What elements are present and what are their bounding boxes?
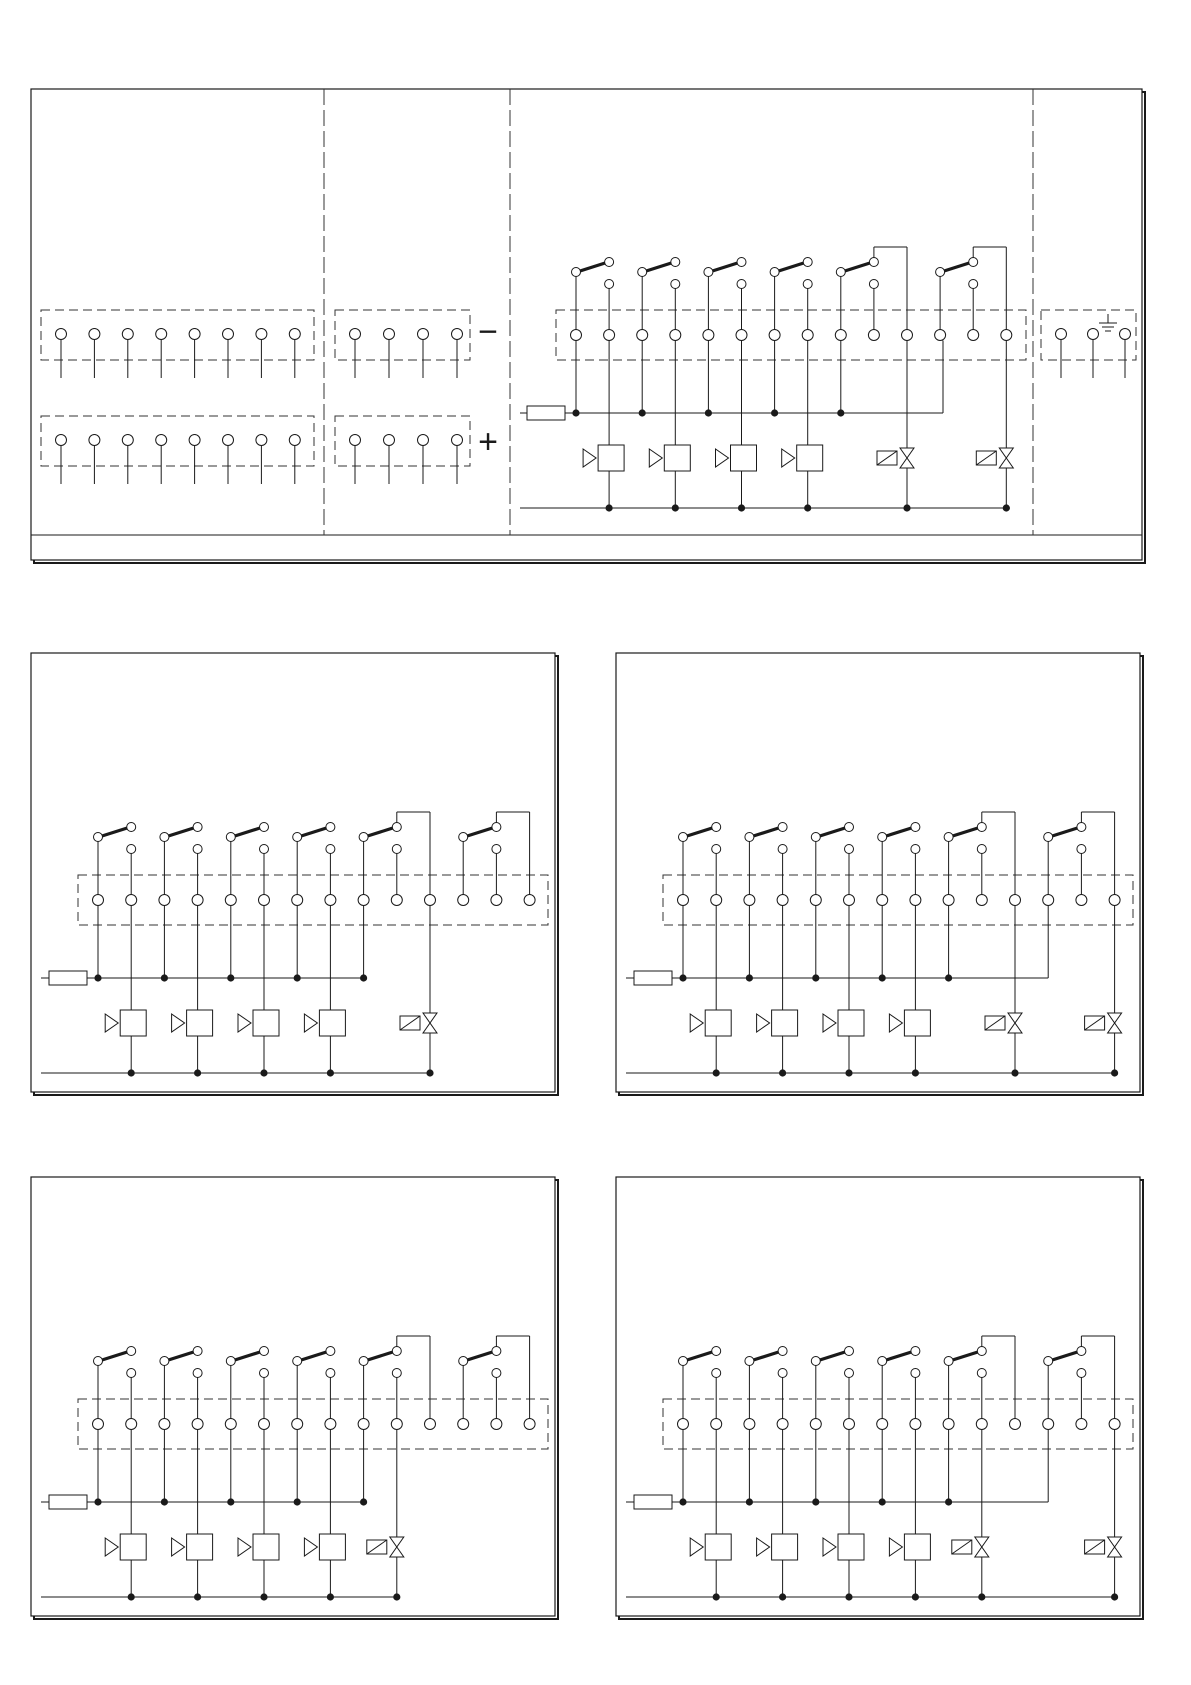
terminal <box>418 329 429 340</box>
terminal <box>1109 895 1120 906</box>
switch-contact-rest <box>977 845 986 854</box>
switch-contact <box>671 258 680 267</box>
switch-pivot <box>226 1357 235 1366</box>
terminal <box>126 1419 137 1430</box>
terminal <box>902 330 913 341</box>
switch-contact-rest <box>712 1369 721 1378</box>
terminal <box>223 329 234 340</box>
switch-contact-rest <box>326 1369 335 1378</box>
switch-contact-rest <box>845 1369 854 1378</box>
switch-contact-rest <box>193 1369 202 1378</box>
junction-dot <box>812 974 819 981</box>
switch-contact <box>803 258 812 267</box>
relay-coil <box>253 1010 279 1036</box>
switch-contact <box>492 823 501 832</box>
switch-pivot <box>704 268 713 277</box>
terminal <box>976 1419 987 1430</box>
relay-coil <box>838 1010 864 1036</box>
terminal <box>89 435 100 446</box>
terminal <box>976 895 987 906</box>
switch-contact <box>1077 823 1086 832</box>
terminal <box>225 1419 236 1430</box>
terminal <box>777 1419 788 1430</box>
terminal <box>868 330 879 341</box>
switch-pivot <box>745 833 754 842</box>
relay-coil <box>187 1010 213 1036</box>
switch-contact <box>778 823 787 832</box>
terminal <box>810 895 821 906</box>
switch-pivot <box>293 1357 302 1366</box>
terminal <box>744 1419 755 1430</box>
junction-dot <box>94 1498 101 1505</box>
switch-pivot <box>878 1357 887 1366</box>
terminal <box>1043 1419 1054 1430</box>
fuse <box>634 971 672 985</box>
switch-pivot <box>459 833 468 842</box>
switch-contact <box>778 1347 787 1356</box>
junction-dot <box>94 974 101 981</box>
terminal <box>256 329 267 340</box>
terminal <box>491 895 502 906</box>
terminal <box>910 1419 921 1430</box>
terminal <box>769 330 780 341</box>
circuit-panel-4 <box>616 1177 1143 1619</box>
terminal <box>491 1419 502 1430</box>
switch-contact <box>1077 1347 1086 1356</box>
terminal <box>711 895 722 906</box>
switch-contact <box>737 258 746 267</box>
switch-contact <box>911 1347 920 1356</box>
switch-contact-rest <box>977 1369 986 1378</box>
junction-dot <box>679 1498 686 1505</box>
terminal <box>122 435 133 446</box>
terminal <box>159 895 170 906</box>
terminal <box>810 1419 821 1430</box>
switch-contact-rest <box>127 845 136 854</box>
terminal <box>358 895 369 906</box>
terminal <box>604 330 615 341</box>
terminal <box>358 1419 369 1430</box>
terminal <box>418 435 429 446</box>
switch-pivot <box>293 833 302 842</box>
switch-contact <box>392 823 401 832</box>
switch-contact <box>869 258 878 267</box>
switch-pivot <box>770 268 779 277</box>
switch-contact <box>712 1347 721 1356</box>
switch-contact-rest <box>326 845 335 854</box>
terminal <box>259 1419 270 1430</box>
terminal <box>93 1419 104 1430</box>
switch-contact-rest <box>803 280 812 289</box>
terminal <box>711 1419 722 1430</box>
terminal <box>736 330 747 341</box>
terminal <box>844 895 855 906</box>
switch-contact-rest <box>260 845 269 854</box>
switch-contact-rest <box>392 1369 401 1378</box>
switch-contact-rest <box>1077 1369 1086 1378</box>
switch-contact <box>193 823 202 832</box>
top-panel <box>31 89 1145 563</box>
switch-contact <box>492 1347 501 1356</box>
top-panel-frame <box>31 89 1142 560</box>
terminal <box>192 895 203 906</box>
junction-dot <box>360 974 367 981</box>
switch-contact-rest <box>778 845 787 854</box>
terminal <box>89 329 100 340</box>
terminal <box>350 435 361 446</box>
junction-dot <box>679 974 686 981</box>
relay-coil <box>772 1010 798 1036</box>
junction-dot <box>945 974 952 981</box>
relay-coil <box>253 1534 279 1560</box>
terminal <box>192 1419 203 1430</box>
junction-dot <box>746 1498 753 1505</box>
terminal <box>452 329 463 340</box>
relay-coil <box>120 1010 146 1036</box>
junction-dot <box>812 1498 819 1505</box>
terminal <box>703 330 714 341</box>
switch-contact-rest <box>671 280 680 289</box>
terminal <box>1120 329 1131 340</box>
terminal <box>637 330 648 341</box>
junction-dot <box>294 974 301 981</box>
switch-pivot <box>94 1357 103 1366</box>
terminal <box>289 329 300 340</box>
terminal <box>943 895 954 906</box>
terminal <box>835 330 846 341</box>
terminal <box>1010 1419 1021 1430</box>
switch-pivot <box>745 1357 754 1366</box>
junction-dot <box>360 1498 367 1505</box>
terminal <box>225 895 236 906</box>
relay-coil <box>598 445 624 471</box>
terminal <box>458 895 469 906</box>
switch-pivot <box>638 268 647 277</box>
switch-contact-rest <box>605 280 614 289</box>
switch-pivot <box>811 833 820 842</box>
junction-dot <box>572 409 579 416</box>
junction-dot <box>945 1498 952 1505</box>
relay-coil <box>838 1534 864 1560</box>
switch-contact-rest <box>392 845 401 854</box>
switch-contact-rest <box>492 1369 501 1378</box>
junction-dot <box>639 409 646 416</box>
switch-contact <box>845 823 854 832</box>
switch-contact-rest <box>712 845 721 854</box>
switch-pivot <box>679 1357 688 1366</box>
terminal <box>350 329 361 340</box>
junction-dot <box>294 1498 301 1505</box>
terminal <box>256 435 267 446</box>
terminal <box>189 329 200 340</box>
terminal <box>1109 1419 1120 1430</box>
terminal <box>289 435 300 446</box>
switch-contact-rest <box>127 1369 136 1378</box>
switch-contact <box>969 258 978 267</box>
junction-dot <box>879 974 886 981</box>
relay-coil <box>797 445 823 471</box>
terminal <box>156 329 167 340</box>
terminal <box>384 329 395 340</box>
terminal <box>93 895 104 906</box>
terminal <box>126 895 137 906</box>
terminal <box>877 1419 888 1430</box>
relay-coil <box>772 1534 798 1560</box>
switch-contact-rest <box>1077 845 1086 854</box>
terminal <box>452 435 463 446</box>
relay-coil <box>904 1010 930 1036</box>
switch-contact <box>326 1347 335 1356</box>
terminal <box>425 1419 436 1430</box>
switch-contact <box>845 1347 854 1356</box>
switch-pivot <box>944 1357 953 1366</box>
switch-contact <box>712 823 721 832</box>
switch-pivot <box>944 833 953 842</box>
terminal <box>571 330 582 341</box>
switch-contact-rest <box>193 845 202 854</box>
switch-pivot <box>572 268 581 277</box>
circuit-panel-1 <box>31 653 558 1095</box>
terminal <box>1010 895 1021 906</box>
switch-pivot <box>679 833 688 842</box>
relay-coil <box>705 1010 731 1036</box>
fuse <box>527 406 565 420</box>
junction-dot <box>879 1498 886 1505</box>
switch-contact-rest <box>492 845 501 854</box>
terminal <box>425 895 436 906</box>
relay-coil <box>319 1534 345 1560</box>
switch-contact <box>127 823 136 832</box>
switch-contact-rest <box>869 280 878 289</box>
switch-pivot <box>936 268 945 277</box>
junction-dot <box>161 974 168 981</box>
terminal <box>159 1419 170 1430</box>
switch-contact <box>911 823 920 832</box>
terminal <box>223 435 234 446</box>
switch-pivot <box>836 268 845 277</box>
terminal <box>325 895 336 906</box>
terminal <box>524 1419 535 1430</box>
junction-dot <box>837 409 844 416</box>
terminal <box>1043 895 1054 906</box>
terminal <box>968 330 979 341</box>
fuse <box>49 1495 87 1509</box>
switch-contact-rest <box>778 1369 787 1378</box>
switch-pivot <box>359 1357 368 1366</box>
terminal <box>458 1419 469 1430</box>
switch-pivot <box>811 1357 820 1366</box>
switch-contact <box>260 823 269 832</box>
relay-coil <box>705 1534 731 1560</box>
switch-contact-rest <box>845 845 854 854</box>
terminal <box>670 330 681 341</box>
junction-dot <box>227 1498 234 1505</box>
switch-contact <box>392 1347 401 1356</box>
terminal <box>259 895 270 906</box>
terminal <box>384 435 395 446</box>
terminal <box>802 330 813 341</box>
terminal <box>524 895 535 906</box>
terminal <box>877 895 888 906</box>
switch-contact-rest <box>969 280 978 289</box>
switch-pivot <box>160 833 169 842</box>
relay-coil <box>664 445 690 471</box>
switch-contact <box>326 823 335 832</box>
terminal <box>1088 329 1099 340</box>
terminal <box>678 1419 689 1430</box>
switch-contact <box>605 258 614 267</box>
switch-pivot <box>94 833 103 842</box>
switch-contact <box>193 1347 202 1356</box>
relay-coil <box>120 1534 146 1560</box>
switch-contact <box>127 1347 136 1356</box>
relay-coil <box>731 445 757 471</box>
plus-symbol: + <box>478 423 498 461</box>
circuit-panel-3 <box>31 1177 558 1619</box>
terminal <box>935 330 946 341</box>
terminal <box>1076 1419 1087 1430</box>
terminal <box>391 895 402 906</box>
switch-contact-rest <box>911 845 920 854</box>
fuse <box>49 971 87 985</box>
terminal <box>56 329 67 340</box>
switch-contact-rest <box>737 280 746 289</box>
junction-dot <box>771 409 778 416</box>
switch-pivot <box>359 833 368 842</box>
switch-pivot <box>1044 833 1053 842</box>
circuit-panel-2 <box>616 653 1143 1095</box>
switch-contact-rest <box>911 1369 920 1378</box>
junction-dot <box>227 974 234 981</box>
switch-pivot <box>878 833 887 842</box>
terminal <box>156 435 167 446</box>
switch-pivot <box>1044 1357 1053 1366</box>
junction-dot <box>705 409 712 416</box>
terminal <box>56 435 67 446</box>
terminal <box>292 895 303 906</box>
terminal <box>189 435 200 446</box>
terminal <box>910 895 921 906</box>
terminal <box>1001 330 1012 341</box>
terminal <box>777 895 788 906</box>
terminal <box>844 1419 855 1430</box>
switch-pivot <box>160 1357 169 1366</box>
relay-coil <box>904 1534 930 1560</box>
terminal <box>678 895 689 906</box>
terminal <box>325 1419 336 1430</box>
relay-coil <box>187 1534 213 1560</box>
terminal <box>292 1419 303 1430</box>
switch-contact-rest <box>260 1369 269 1378</box>
junction-dot <box>161 1498 168 1505</box>
junction-dot <box>746 974 753 981</box>
terminal <box>943 1419 954 1430</box>
minus-symbol: − <box>478 313 498 351</box>
terminal <box>122 329 133 340</box>
switch-pivot <box>226 833 235 842</box>
switch-contact <box>977 823 986 832</box>
relay-coil <box>319 1010 345 1036</box>
switch-contact <box>260 1347 269 1356</box>
terminal <box>1076 895 1087 906</box>
terminal <box>744 895 755 906</box>
terminal <box>391 1419 402 1430</box>
switch-contact <box>977 1347 986 1356</box>
switch-pivot <box>459 1357 468 1366</box>
terminal <box>1056 329 1067 340</box>
fuse <box>634 1495 672 1509</box>
